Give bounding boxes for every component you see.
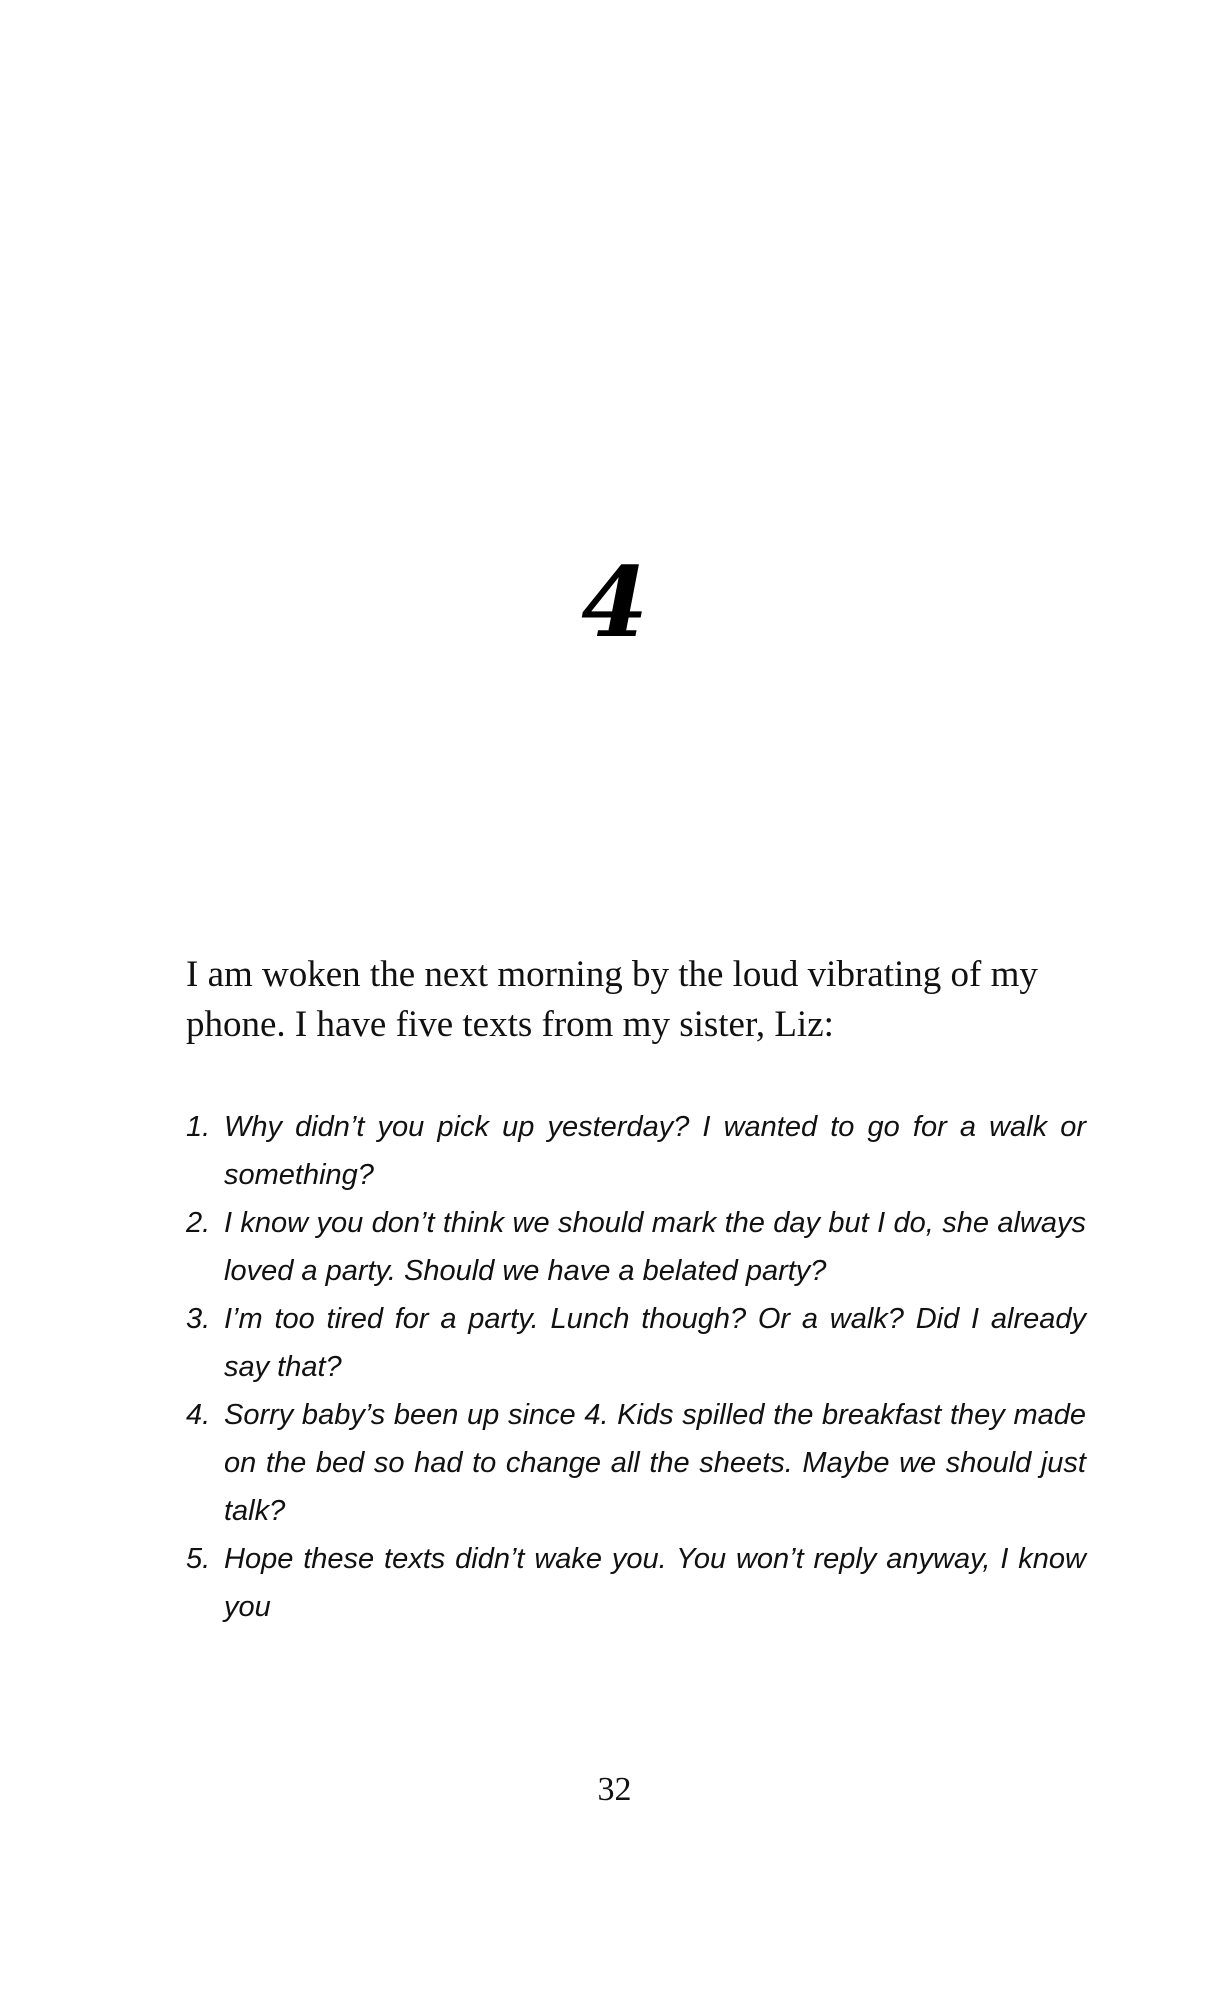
list-item-number: 5. — [186, 1543, 211, 1575]
chapter-number: 4 — [581, 546, 648, 659]
list-item-text: Sorry baby’s been up since 4. Kids spilled the breakfast they made on the bed so had to change all the sheets. Maybe we should just talk? — [224, 1399, 1086, 1527]
text-message-list — [186, 1103, 1086, 1631]
list-item — [186, 1103, 1086, 1199]
list-item-number: 2. — [186, 1207, 211, 1239]
page-number: 32 — [597, 1771, 632, 1808]
body-paragraph: I am woken the next morning by the loud vibrating of my phone. I have five texts from my sister, Liz: — [186, 954, 1038, 1045]
list-item-text: Why didn’t you pick up yesterday? I wanted to go for a walk or something? — [224, 1111, 1086, 1191]
list-item-text: I’m too tired for a party. Lunch though? Or a walk? Did I already say that? — [224, 1303, 1086, 1383]
list-item-text: Hope these texts didn’t wake you. You won’t reply anyway, I know you — [224, 1543, 1086, 1623]
list-item-number: 1. — [186, 1111, 211, 1143]
list-item-number: 3. — [186, 1303, 211, 1335]
list-item — [186, 1295, 1086, 1391]
list-item-text: I know you don’t think we should mark the day but I do, she always loved a party. Should we have a belated party? — [224, 1207, 1086, 1287]
list-item — [186, 1391, 1086, 1535]
list-item — [186, 1199, 1086, 1295]
list-item-number: 4. — [186, 1399, 211, 1431]
list-item — [186, 1535, 1086, 1631]
